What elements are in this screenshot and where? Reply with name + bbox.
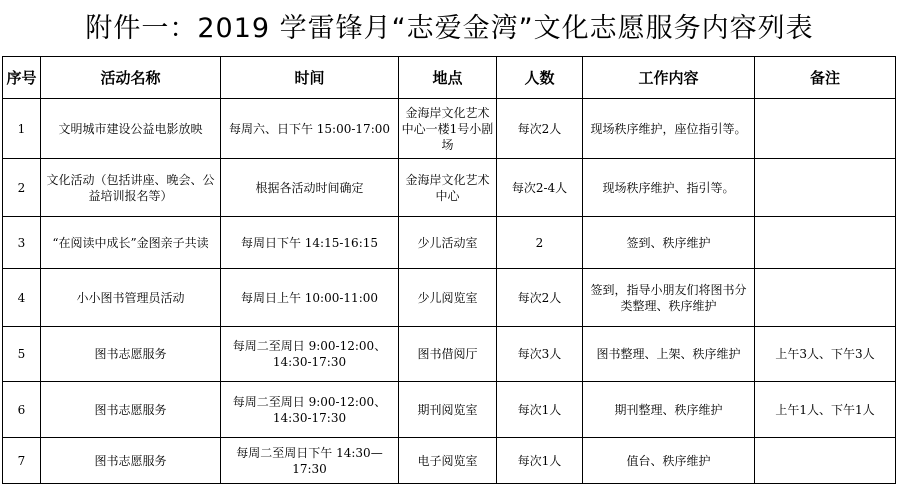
cell-notes [755, 99, 896, 159]
cell-people: 每次2-4人 [497, 159, 583, 217]
table-row [3, 269, 896, 327]
cell-seq: 6 [3, 382, 41, 438]
cell-people: 每次2人 [497, 269, 583, 327]
header-notes: 备注 [755, 57, 896, 99]
table-row [3, 382, 896, 438]
header-seq: 序号 [3, 57, 41, 99]
cell-people: 2 [497, 217, 583, 269]
cell-work: 现场秩序维护、指引等。 [583, 159, 755, 217]
cell-activity: 图书志愿服务 [41, 438, 221, 484]
cell-notes: 上午1人、下午1人 [755, 382, 896, 438]
cell-activity: 小小图书管理员活动 [41, 269, 221, 327]
table-row [3, 159, 896, 217]
cell-notes [755, 217, 896, 269]
cell-location: 电子阅览室 [399, 438, 497, 484]
cell-seq: 5 [3, 327, 41, 382]
header-activity: 活动名称 [41, 57, 221, 99]
cell-work: 图书整理、上架、秩序维护 [583, 327, 755, 382]
cell-time: 根据各活动时间确定 [221, 159, 399, 217]
cell-seq: 4 [3, 269, 41, 327]
cell-notes [755, 269, 896, 327]
table-row [3, 99, 896, 159]
cell-work: 签到、秩序维护 [583, 217, 755, 269]
cell-activity: 图书志愿服务 [41, 327, 221, 382]
cell-notes: 上午3人、下午3人 [755, 327, 896, 382]
cell-location: 图书借阅厅 [399, 327, 497, 382]
cell-time: 每周二至周日 9:00-12:00、14:30-17:30 [221, 382, 399, 438]
header-location: 地点 [399, 57, 497, 99]
header-people: 人数 [497, 57, 583, 99]
cell-work: 签到，指导小朋友们将图书分类整理、秩序维护 [583, 269, 755, 327]
cell-notes [755, 438, 896, 484]
cell-time: 每周日上午 10:00-11:00 [221, 269, 399, 327]
cell-people: 每次3人 [497, 327, 583, 382]
table-row [3, 217, 896, 269]
table-row [3, 327, 896, 382]
cell-people: 每次1人 [497, 438, 583, 484]
cell-seq: 2 [3, 159, 41, 217]
cell-seq: 1 [3, 99, 41, 159]
cell-location: 金海岸文化艺术中心 [399, 159, 497, 217]
cell-people: 每次1人 [497, 382, 583, 438]
cell-seq: 3 [3, 217, 41, 269]
cell-activity: 文化活动（包括讲座、晚会、公益培训报名等） [41, 159, 221, 217]
cell-time: 每周六、日下午 15:00-17:00 [221, 99, 399, 159]
cell-location: 少儿阅览室 [399, 269, 497, 327]
cell-location: 期刊阅览室 [399, 382, 497, 438]
cell-time: 每周二至周日 9:00-12:00、14:30-17:30 [221, 327, 399, 382]
cell-location: 金海岸文化艺术中心一楼1号小剧场 [399, 99, 497, 159]
table-row [3, 438, 896, 484]
cell-people: 每次2人 [497, 99, 583, 159]
cell-activity: 图书志愿服务 [41, 382, 221, 438]
page-title: 附件一：2019 学雷锋月“志爱金湾”文化志愿服务内容列表 [85, 13, 814, 44]
header-work: 工作内容 [583, 57, 755, 99]
cell-work: 现场秩序维护，座位指引等。 [583, 99, 755, 159]
table-header-row [3, 57, 896, 99]
cell-notes [755, 159, 896, 217]
cell-activity: 文明城市建设公益电影放映 [41, 99, 221, 159]
cell-seq: 7 [3, 438, 41, 484]
cell-location: 少儿活动室 [399, 217, 497, 269]
activity-table [2, 56, 896, 484]
header-time: 时间 [221, 57, 399, 99]
cell-work: 值台、秩序维护 [583, 438, 755, 484]
cell-activity: “在阅读中成长”金图亲子共读 [41, 217, 221, 269]
cell-time: 每周二至周日下午 14:30—17:30 [221, 438, 399, 484]
cell-time: 每周日下午 14:15-16:15 [221, 217, 399, 269]
cell-work: 期刊整理、秩序维护 [583, 382, 755, 438]
